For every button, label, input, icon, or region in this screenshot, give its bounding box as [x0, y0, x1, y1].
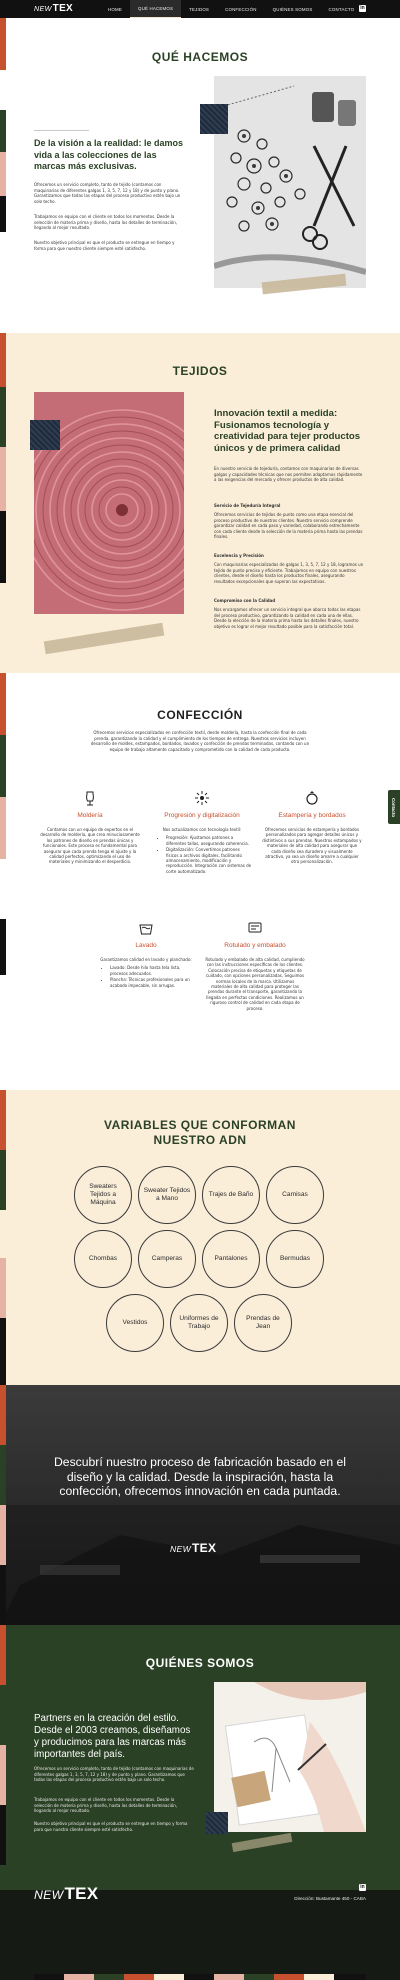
confeccion-card-molderia [40, 790, 140, 865]
card-desc: Nos actualizamos con tecnología textil: [162, 827, 242, 832]
fabric-swatch-decor [30, 420, 60, 450]
footer-linkedin-icon[interactable]: in [360, 1884, 365, 1890]
card-list [96, 965, 196, 988]
quienes-somos-paragraph-1: Ofrecemos un servicio completo, tanto de tejido (contamos con maquinarias de diferentes galgas 1, 3, 5, 7, 12 y 18) y de punto y plano. Garantizamos que todas las etapas del proceso productivo estén bajo un solo techo. [34, 1766, 194, 1783]
tejidos-lead: Innovación textil a medida: Fusionamos tecnología y creatividad para tejer productos únicos y de primera calidad [214, 408, 361, 454]
decor-stripe [0, 387, 6, 447]
wash-icon [138, 920, 154, 936]
decor-stripe [154, 1974, 184, 1980]
tejidos-block-3-text: Nos encargamos ofrecer un servicio integral que abarca todas las etapas del proceso productivo, garantizando la calidad en cada una de ellas. Desde la elección de la materia prima hasta los detalles finales, nuestro objetivo es lograr el mejor resultado posible para la satisfacción total. [214, 607, 361, 629]
que-hacemos-title: QUÉ HACEMOS [151, 50, 249, 64]
tejidos-block-1-text: Ofrecemos servicios de tejidos de punto como una etapa esencial del proceso productivo de nuestros clientes. Nuestro servicio comprende garantizar calidad en cada paso y variedad, colaborando estrechamente con cada cliente desde la selección de la materia prima hasta las prendas finales. [214, 512, 363, 540]
decor-stripe [0, 1745, 6, 1805]
footer-address: Dirección: Bustamante 450 - CABA [294, 1896, 366, 1901]
contact-tab-button[interactable]: Contacto [388, 790, 400, 824]
variable-item: Bermudas [266, 1230, 324, 1288]
tejidos-intro: En nuestro servicio de tejeduría, contamos con maquinarias de diversas galgas y capacidades técnicas que nos permiten adaptarnos rápidamente a las exigencias del mercado y ofrecer productos de alta calidad. [214, 466, 363, 483]
decor-stripe [0, 110, 6, 152]
decor-stripe [0, 1090, 6, 1150]
decor-stripe [0, 1445, 6, 1505]
tejidos-block-2-title: Excelencia y Precisión [214, 553, 264, 558]
decor-stripe [304, 1974, 334, 1980]
tejidos-title: TEJIDOS [172, 364, 228, 378]
confeccion-card-rotulado [205, 920, 305, 1011]
que-hacemos-paragraph-1: Ofrecemos un servicio completo, tanto de tejido (contamos con maquinarias de diferentes galgas 1, 3, 5, 7, 12 y 18) y de punto y plano. Garantizamos que todas las etapas del proceso productivo estén bajo un solo techo. [34, 182, 181, 204]
nav-link-contacto[interactable]: CONTACTO [328, 6, 355, 12]
quienes-somos-lead: Partners en la creación del estilo. Desde el 2003 creamos, diseñamos y producimos para las marcas más importantes del país. [34, 1713, 191, 1760]
decor-stripe [0, 1505, 6, 1565]
card-title: Progresión y digitalización [164, 812, 240, 819]
confeccion-card-progresion [152, 790, 252, 875]
decor-stripe [0, 1805, 6, 1865]
decor-stripe [0, 447, 6, 511]
quienes-somos-paragraph-3: Nuestro objetivo principal es que el producto se entregue en tiempo y forma para que nuestro cliente siempre esté satisfecho. [34, 1821, 188, 1832]
card-title: Estampería y bordados [278, 812, 346, 819]
decor-stripe [0, 735, 6, 797]
quienes-somos-paragraph-2: Trabajamos en equipo con el cliente en todos los momentos. Desde la selección de materia prima y diseño, hasta los detalles de terminación, llegando al mejor resultado. [34, 1797, 178, 1814]
list-item: • Digitalización: Convertimos patrones físicos a archivos digitales, facilitando almacenamiento, modificación y reproducción. Integración con sistemas de corte automatizado. [166, 847, 252, 874]
decor-stripe [0, 1150, 6, 1210]
que-hacemos-paragraph-2: Trabajamos en equipo con el cliente en todos los momentos. Desde la selección de materia prima y diseño, hasta los detalles de terminación, llegando al mejor resultado. [34, 214, 178, 231]
que-hacemos-lead: De la visión a la realidad: le damos vida a las colecciones de las marcas más exclusivas. [34, 138, 184, 171]
card-title: Moldería [77, 812, 103, 819]
card-desc: Rotulado y embalado de alta calidad, cumpliendo con las instrucciones específicas de los clientes. Colocación precisa de etiquetas y etiquetas de cuidado, con opciones personalizadas. Seguimos normas locales de la marca. Utilizamos materiales de alta calidad para proteger las prendas durante el transporte, garantizando la llegada en perfectas condiciones. Realizamos un riguroso control de calidad en cada etapa de proceso. [205, 957, 305, 1011]
list-item: • Plancha: Técnicas profesionales para un acabado impecable, sin arrugas. [110, 977, 196, 988]
decor-stripe [0, 1318, 6, 1385]
decor-stripe [0, 1565, 6, 1625]
confeccion-card-lavado [96, 920, 196, 989]
que-hacemos-paragraph-3: Nuestro objetivo principal es que el producto se entregue en tiempo y forma para que nuestro cliente siempre esté satisfecho. [34, 240, 175, 251]
confeccion-intro: Ofrecemos servicios especializados en confección textil, desde moldería, hasta la confección final de cada prenda, garantizando la calidad y el cumplimiento de los tiempos de entrega. Nuestros servicios incluyen desarrollo de moldes, estampados, bordados, lavados y confección de prendas terminadas, contando con un equipo de trabajo altamente capacitado y comprometido con la calidad de cada producto. [90, 730, 310, 752]
list-item: • Lavado: Desde hilo hasta tela lista, procesos adecuados. [110, 965, 196, 976]
decor-stripe [214, 1974, 244, 1980]
top-nav [0, 0, 400, 18]
fabric-swatch-decor [206, 1812, 228, 1834]
variable-item: Vestidos [106, 1294, 164, 1352]
designer-sketch-illustration [214, 1682, 366, 1832]
confeccion-title: CONFECCIÓN [157, 708, 243, 722]
variable-item: Camperas [138, 1230, 196, 1288]
list-item: • Progresión: Ajustamos patrones a diferentes tallas, asegurando coherencia. [166, 835, 252, 846]
footer-logo[interactable]: NEWTEX [34, 1884, 99, 1903]
sewing-tools-illustration [214, 76, 366, 288]
tejidos-block-2-text: Con maquinarias especializadas de galgas 1, 3, 5, 7, 12 y 18, logramos un tejido de punto preciso y eficiente. Trabajamos en equipo con nuestros clientes, desde el diseño hasta los productos finales, asegurando resultados excepcionales que superan las expectativas. [214, 562, 364, 584]
banner-text: Descubrí nuestro proceso de fabricación basado en el diseño y la calidad. Desde la inspiración, hasta la confección, ofrecemos innovación en cada puntada. [53, 1455, 346, 1499]
variable-item: Sweater Tejidos a Mano [138, 1166, 196, 1224]
dress-form-icon [82, 790, 98, 806]
decor-stripe [0, 859, 6, 919]
card-desc: Ofrecemos servicios de estampería y bordados personalizados para agregar detalles únicos y distintivos a sus prendas. Nuestros estampados y materiales de alta calidad para asegurar que cada diseño sea duradero y visualmente atractivo, ya sea un diseño amarre a cualquier otra personalización. [262, 827, 362, 865]
nav-link-home[interactable]: HOME [108, 6, 122, 12]
variable-item: Uniformes de Trabajo [170, 1294, 228, 1352]
decor-stripe [0, 1685, 6, 1745]
nav-link-tejidos[interactable]: TEJIDOS [189, 6, 210, 12]
decor-stripe [274, 1974, 304, 1980]
card-title: Rotulado y embalado [224, 942, 286, 949]
variables-title: VARIABLES QUE CONFORMAN NUESTRO ADN [104, 1118, 296, 1147]
linkedin-icon[interactable]: in [360, 5, 365, 11]
decor-stripe [334, 1974, 366, 1980]
decor-stripe [34, 1974, 64, 1980]
confeccion-card-estamperia [262, 790, 362, 865]
process-banner [0, 1385, 400, 1625]
decor-stripe [64, 1974, 94, 1980]
decor-stripe [0, 196, 6, 232]
decor-stripe [124, 1974, 154, 1980]
sewing-machine-backdrop [0, 1385, 400, 1625]
nav-link-que-hacemos[interactable]: QUÉ HACEMOS [130, 0, 181, 18]
card-title: Lavado [135, 942, 157, 949]
variable-item: Sweaters Tejidos a Máquina [74, 1166, 132, 1224]
decor-stripe [0, 511, 6, 583]
nav-link-confeccion[interactable]: CONFECCIÓN [225, 6, 257, 12]
tejidos-block-1-title: Servicio de Tejeduría Integral [214, 503, 281, 508]
divider [34, 130, 89, 131]
nav-logo[interactable]: NEWTEX [34, 3, 74, 14]
variable-item: Prendas de Jean [234, 1294, 292, 1352]
decor-stripe [0, 333, 6, 387]
decor-stripe [94, 1974, 124, 1980]
decor-stripe [0, 919, 6, 975]
sewing-tools-photo [214, 76, 366, 288]
nav-links [100, 0, 362, 18]
tejidos-block-3-title: Compromiso con la Calidad [214, 598, 276, 603]
variable-item: Trajes de Baño [202, 1166, 260, 1224]
card-desc: Garantizamos calidad en lavado y planchado: [100, 957, 192, 962]
nav-link-quienes-somos[interactable]: QUIÉNES SOMOS [272, 6, 313, 12]
decor-stripe [244, 1974, 274, 1980]
fabric-swatch-decor [200, 104, 228, 134]
decor-stripe [0, 975, 6, 1025]
decor-stripe [0, 1258, 6, 1318]
variable-item: Chombas [74, 1230, 132, 1288]
decor-stripe [0, 1385, 6, 1445]
label-icon [247, 920, 263, 936]
decor-stripe [184, 1974, 214, 1980]
decor-stripe [0, 152, 6, 196]
decor-stripe [0, 797, 6, 859]
banner-logo: NEWTEX [170, 1541, 217, 1555]
digitize-icon [194, 790, 210, 806]
ring-icon [304, 790, 320, 806]
variable-item: Camisas [266, 1166, 324, 1224]
decor-stripe [0, 1625, 6, 1685]
card-desc: Contamos con un equipo de expertos en el desarrollo de moldería, que crea minuciosamente los patrones de diseño en prendas únicas y funcionales. Este proceso es fundamental para asegurar que cada prenda tenga el ajuste y la calidad perfectos, optimizando el uso de materiales y minimizando el desperdicio. [40, 827, 140, 865]
variable-item: Pantalones [202, 1230, 260, 1288]
quienes-somos-title: QUIÉNES SOMOS [145, 1656, 255, 1670]
designer-sketch-photo [214, 1682, 366, 1832]
decor-stripe [0, 1210, 6, 1258]
decor-stripe [0, 673, 6, 735]
card-list [152, 835, 252, 874]
